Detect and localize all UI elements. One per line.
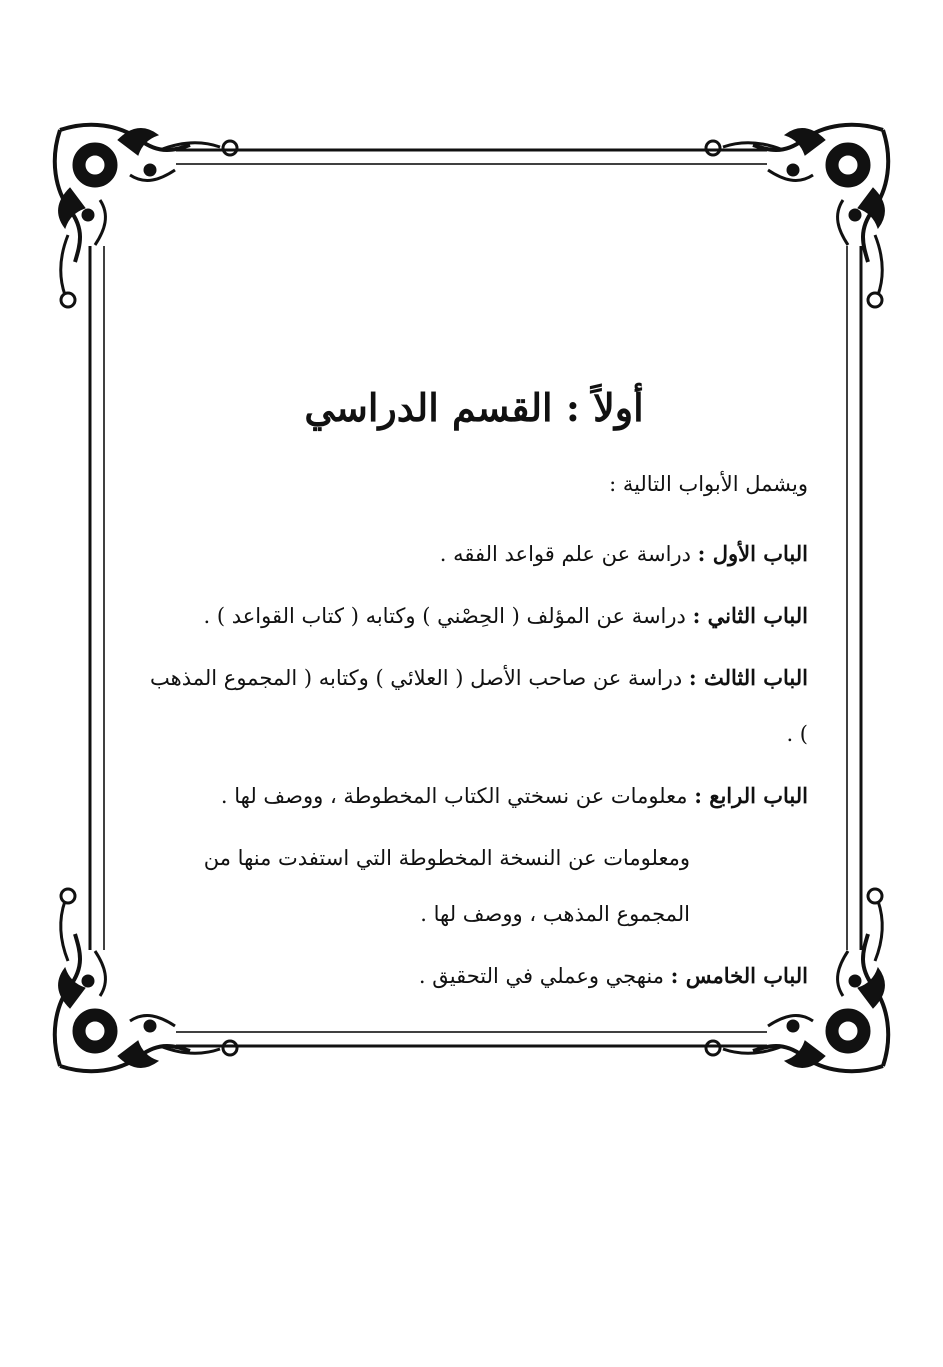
chapter-text: منهجي وعملي في التحقيق . (418, 964, 664, 988)
chapter-label: الباب الرابع : (694, 783, 808, 808)
section-title: أولاً : القسم الدراسي (304, 385, 644, 430)
chapter-label: الباب الأول : (697, 541, 808, 566)
chapter-2 (140, 588, 808, 644)
chapter-4 (140, 768, 808, 824)
chapter-4-continuation (140, 830, 808, 942)
chapter-label: الباب الثاني : (692, 603, 808, 628)
section-content (140, 385, 808, 1010)
chapter-label: الباب الخامس : (670, 963, 808, 988)
chapter-text: دراسة عن علم قواعد الفقه . (439, 542, 691, 566)
chapter-text: دراسة عن المؤلف ( الحِصْني ) وكتابه ( كتاب القواعد ) . (203, 604, 686, 628)
chapter-text: معلومات عن نسختي الكتاب المخطوطة ، ووصف لها . (220, 784, 688, 808)
chapter-1 (140, 526, 808, 582)
chapter-5 (140, 948, 808, 1004)
chapter-text: دراسة عن صاحب الأصل ( العلائي ) وكتابه ( المجموع المذهب ) . (150, 666, 808, 746)
chapter-label: الباب الثالث : (688, 665, 808, 690)
chapter-3 (140, 650, 808, 762)
intro-line: ويشمل الأبواب التالية : (609, 472, 808, 496)
corner-ornament-top-left (55, 125, 237, 307)
chapter-text: ومعلومات عن النسخة المخطوطة التي استفدت منها من المجموع المذهب ، ووصف لها . (203, 846, 690, 926)
